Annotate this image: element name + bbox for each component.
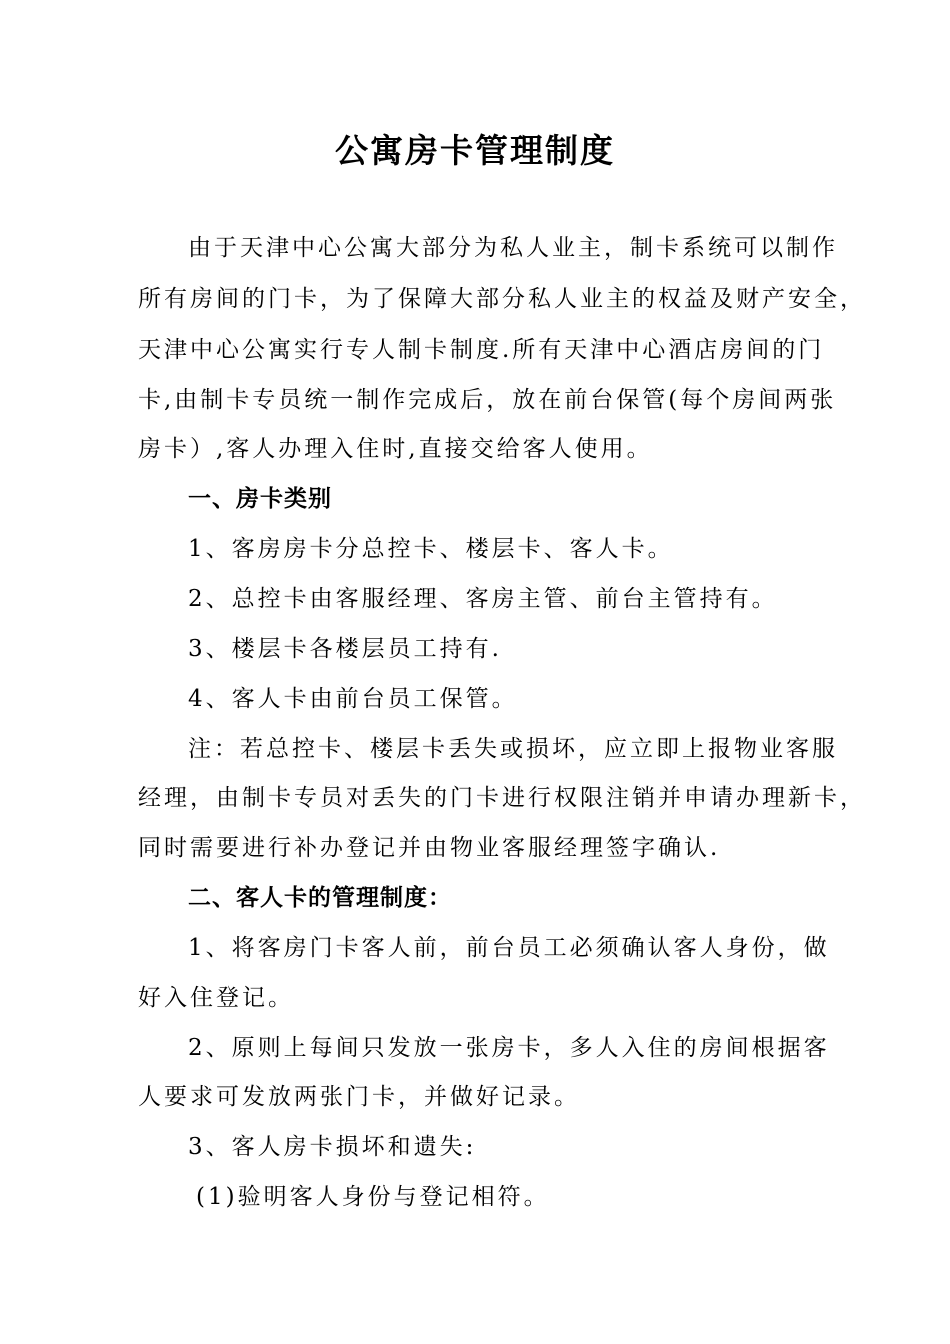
list-item: 1、将客房门卡客人前，前台员工必须确认客人身份，做: [188, 935, 830, 961]
list-item: 3、客人房卡损坏和遗失:: [188, 1134, 477, 1160]
intro-line: 由于天津中心公寓大部分为私人业主，制卡系统可以制作: [188, 235, 838, 261]
list-item-continued: 好入住登记。: [138, 985, 294, 1011]
intro-line: 所有房间的门卡，为了保障大部分私人业主的权益及财产安全，: [138, 286, 866, 312]
sub-list-item: (1)验明客人身份与登记相符。: [196, 1184, 550, 1210]
note-line: 注：若总控卡、楼层卡丢失或损坏，应立即上报物业客服: [188, 736, 838, 762]
intro-line: 卡,由制卡专员统一制作完成后，放在前台保管(每个房间两张: [138, 387, 837, 413]
section-heading-room-card-types: 一、房卡类别: [188, 486, 332, 512]
list-item: 3、楼层卡各楼层员工持有.: [188, 636, 502, 662]
intro-line: 天津中心公寓实行专人制卡制度.所有天津中心酒店房间的门: [138, 337, 825, 363]
list-item: 2、原则上每间只发放一张房卡，多人入住的房间根据客: [188, 1035, 830, 1061]
list-item-continued: 人要求可发放两张门卡，并做好记录。: [138, 1084, 580, 1110]
note-line: 经理，由制卡专员对丢失的门卡进行权限注销并申请办理新卡，: [138, 785, 866, 811]
document-title: 公寓房卡管理制度: [335, 131, 615, 170]
list-item: 1、客房房卡分总控卡、楼层卡、客人卡。: [188, 536, 674, 562]
section-heading-guest-card-rules: 二、客人卡的管理制度：: [188, 885, 452, 911]
list-item: 2、总控卡由客服经理、客房主管、前台主管持有。: [188, 586, 778, 612]
list-item: 4、客人卡由前台员工保管。: [188, 686, 518, 712]
intro-line: 房卡）,客人办理入住时,直接交给客人使用。: [138, 436, 653, 462]
note-line: 同时需要进行补办登记并由物业客服经理签字确认.: [138, 835, 721, 861]
